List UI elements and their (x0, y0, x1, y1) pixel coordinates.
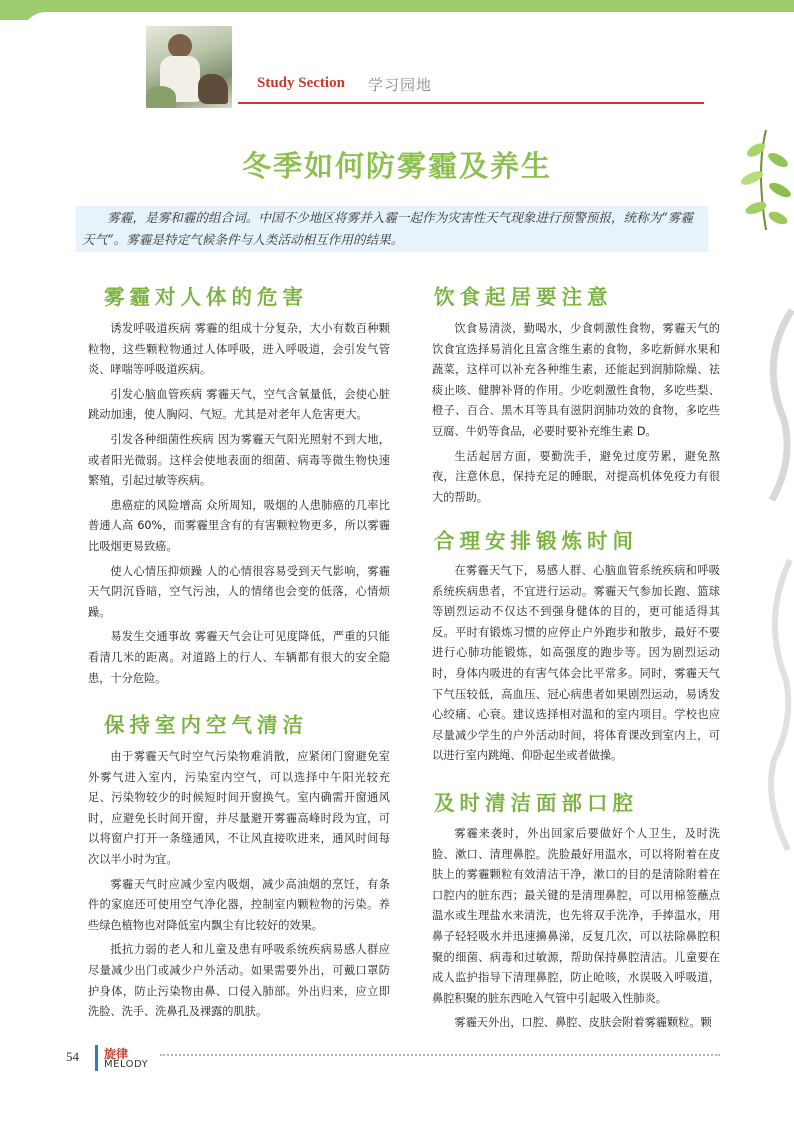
air-paragraph: 雾霾天气时应减少室内吸烟，减少高油烟的烹饪，有条件的家庭还可使用空气净化器，控制室内颗粒物的污染。养些绿色植物也对降低室内飘尘有比较好的效果。 (88, 877, 390, 932)
clean-paragraph: 雾霾天外出，口腔、鼻腔、皮肤会附着雾霾颗粒。颗 (454, 1016, 712, 1030)
harm-paragraph: 易发生交通事故 雾霾天气会让可见度降低，严重的只能看清几米的距离。对道路上的行人、车辆都有很大的安全隐患，十分危险。 (88, 630, 390, 685)
harm-paragraph: 引发心脑血管疾病 雾霾天气，空气含氧量低，会使心脏跳动加速，使人胸闷、气短。尤其是对老年人危害更大。 (88, 387, 390, 422)
air-section (88, 747, 390, 1023)
header-illustration (146, 26, 232, 108)
harm-paragraph: 引发各种细菌性疾病 因为雾霾天气阳光照射不到大地，或者阳光微弱。这样会使地表面的细菌、病毒等微生物快速繁殖，引起过敏等疾病。 (88, 432, 390, 488)
diet-paragraph: 饮食易清淡，勤喝水，少食刺激性食物，雾霾天气的饮食宜选择易消化且富含维生素的食物，多吃新鲜水果和蔬菜，这样可以补充各种维生素，还能起到润肺除燥、祛痰止咳、健脾补肾的作用。少吃刺激性食物，多吃些梨、橙子、百合、黑木耳等具有滋阴润肺功效的食物，多吃些豆腐、牛奶等食品，必要时要补充维生素 D。 (432, 322, 720, 438)
top-green-band (0, 0, 794, 20)
clean-section (432, 824, 720, 1034)
heading-clean: 及时清洁面部口腔 (434, 791, 638, 815)
harm-section (88, 319, 390, 689)
exercise-paragraph: 在雾霾天气下，易感人群、心脑血管系统疾病和呼吸系统疾病患者，不宜进行运动。雾霾天气参加长跑、篮球等剧烈运动不仅达不到强身健体的目的，更可能适得其反。平时有锻炼习惯的应停止户外跑步和散步，最好不要进行心肺功能锻炼，如高强度的跑步等。因为剧烈运动时，身体内吸进的有害气体会比平常多。同时，雾霾天气下气压较低，高血压、冠心病患者如果剧烈运动，易诱发心绞痛、心衰。建议选择相对温和的室内项目。学校也应尽量减少学生的户外活动时间，将体育课改到室内上，可以进行室内跳绳、仰卧起坐或者做操。 (432, 564, 720, 763)
exercise-section (432, 561, 720, 767)
section-divider (238, 102, 704, 104)
heading-diet: 饮食起居要注意 (434, 285, 613, 309)
page-number: 54 (66, 1049, 79, 1064)
intro-box (76, 206, 708, 252)
footer-brand-en: MELODY (104, 1059, 149, 1070)
section-label-en: Study Section (257, 75, 345, 91)
clean-paragraph: 雾霾来袭时，外出回家后要做好个人卫生，及时洗脸、漱口、清理鼻腔。洗脸最好用温水，可以将附着在皮肤上的雾霾颗粒有效清洁干净，漱口的目的是清除附着在口腔内的脏东西；最关键的是清理鼻腔，可以用棉签蘸点温水或生理盐水来清洗，也先将双手洗净，手捧温水，用鼻子轻轻吸水并迅速擤鼻涕，反复几次，可以祛除鼻腔积聚的细菌、病毒和过敏源，帮助保持鼻腔清洁。儿童要在成人监护指导下清理鼻腔，防止呛咳，水误吸入呼吸道，鼻腔积聚的脏东西呛入气管中引起吸入性肺炎。 (432, 827, 720, 1005)
footer-brand-cn: 旋律 (104, 1047, 129, 1061)
section-label-cn: 学习园地 (368, 76, 433, 94)
heading-air: 保持室内空气清洁 (104, 713, 308, 737)
intro-text: 雾霾，是雾和霾的组合词。中国不少地区将雾并入霾一起作为灾害性天气现象进行预警预报，统称为“雾霾天气”。雾霾是特定气候条件与人类活动相互作用的结果。 (82, 210, 693, 247)
harm-paragraph: 患癌症的风险增高 众所周知，吸烟的人患肺癌的几率比普通人高 60%，而雾霾里含有的有害颗粒物更多，所以雾霾比吸烟更易致癌。 (88, 498, 390, 553)
diet-paragraph: 生活起居方面，要勤洗手，避免过度劳累，避免熬夜，注意休息，保持充足的睡眠，对提高机体免疫力有很大的帮助。 (432, 449, 720, 504)
article-title: 冬季如何防雾霾及养生 (241, 149, 552, 183)
footer-dotted-rule (160, 1054, 720, 1056)
harm-paragraph: 诱发呼吸道疾病 雾霾的组成十分复杂，大小有数百种颗粒物，这些颗粒物通过人体呼吸，进入呼吸道，会引发气管炎、哮喘等呼吸道疾病。 (88, 322, 390, 377)
heading-exercise: 合理安排锻炼时间 (434, 529, 638, 553)
decorative-swirl-icon (754, 300, 794, 860)
air-paragraph: 抵抗力弱的老人和儿童及患有呼吸系统疾病易感人群应尽量减少出门或减少户外活动。如果需要外出，可戴口罩防护身体，防止污染物由鼻、口侵入肺部。外出归来，应立即洗脸、洗手、洗鼻孔及裸露的肌肤。 (88, 943, 390, 1019)
footer-accent-bar (95, 1045, 98, 1071)
diet-section (432, 319, 720, 508)
harm-paragraph: 使人心情压抑烦躁 人的心情很容易受到天气影响，雾霾天气阴沉昏暗，空气污浊，人的情绪也会变的低落，心情烦躁。 (88, 564, 390, 619)
heading-harm: 雾霾对人体的危害 (104, 285, 308, 309)
air-paragraph: 由于雾霾天气时空气污染物难消散，应紧闭门窗避免室外雾气进入室内，污染室内空气，可以选择中午阳光较充足、污染物较少的时候短时间开窗换气。室内确需开窗通风时，应避免长时间开窗，并尽量避开雾霾高峰时段为宜，可以将窗户打开一条缝通风，不让风直接吹进来，通风时间每次以半小时为宜。 (88, 750, 390, 866)
